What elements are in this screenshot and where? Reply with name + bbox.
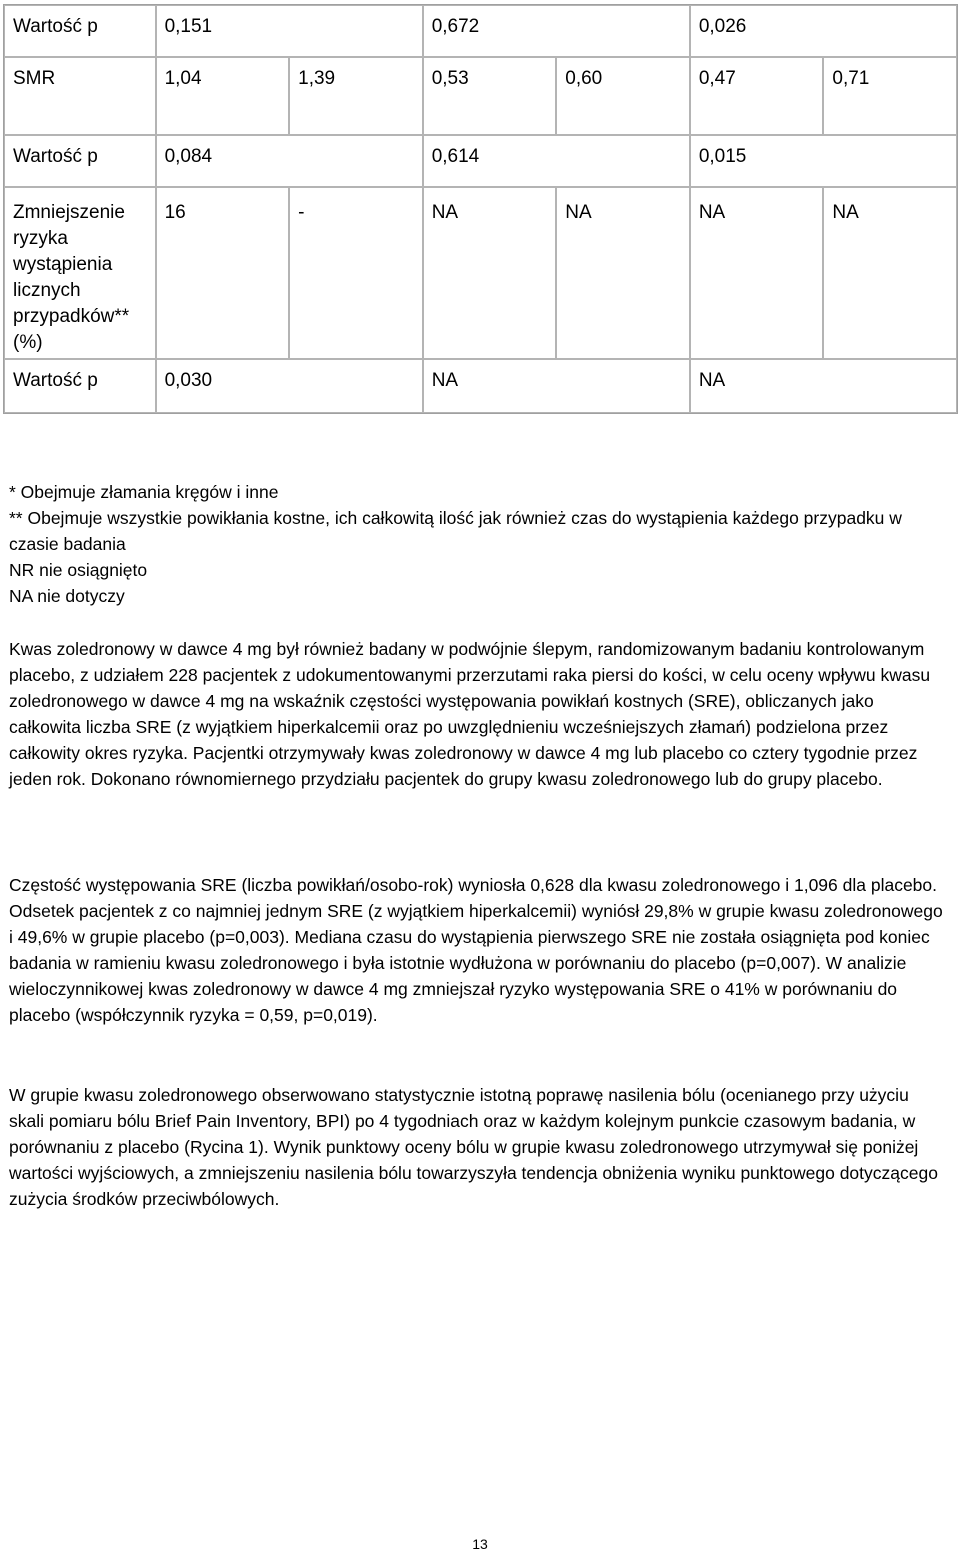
table-row <box>4 135 957 187</box>
table-cell: 0,015 <box>690 135 957 187</box>
table-cell: 0,614 <box>423 135 690 187</box>
footnote-na: NA nie dotyczy <box>9 586 125 606</box>
table-cell: 16 <box>156 187 290 359</box>
table-cell: 1,04 <box>156 57 290 135</box>
footnotes <box>9 479 929 609</box>
row-label: Wartość p <box>4 359 156 413</box>
footnote-nr: NR nie osiągnięto <box>9 560 148 580</box>
row-label: Wartość p <box>4 135 156 187</box>
table-cell: NA <box>423 359 690 413</box>
row-label: Zmniejszenie ryzyka wystąpienia licznych przypadków** (%) <box>4 187 156 359</box>
table-cell: 0,151 <box>156 5 423 57</box>
table-row <box>4 187 957 359</box>
table-cell: 0,672 <box>423 5 690 57</box>
table-cell: - <box>289 187 423 359</box>
table-cell: 0,084 <box>156 135 423 187</box>
paragraph-pain-results: W grupie kwasu zoledronowego obserwowano statystycznie istotną poprawę nasilenia bólu (ocenianego przy użyciu skali pomiaru bólu Brief Pain Inventory, BPI) po 4 tygodniach oraz w każdym kolejnym punkcie czasowym badania, w porównaniu z placebo (Rycina 1). Wynik punktowy oceny bólu w grupie kwasu zoledronowego utrzymywał się poniżej wartości wyjściowych, a zmniejszeniu nasilenia bólu towarzyszyła tendencja obniżenia wyniku punktowego dotyczącego zużycia środków przeciwbólowych. <box>9 1085 938 1209</box>
table-cell: 0,71 <box>823 57 957 135</box>
table-row <box>4 57 957 135</box>
table-cell: NA <box>556 187 690 359</box>
table-cell: 0,60 <box>556 57 690 135</box>
table-cell: NA <box>823 187 957 359</box>
paragraph-study-description: Kwas zoledronowy w dawce 4 mg był również badany w podwójnie ślepym, randomizowanym badaniu kontrolowanym placebo, z udziałem 228 pacjentek z udokumentowanymi przerzutami raka piersi do kości, w celu oceny wpływu kwasu zoledronowego w dawce 4 mg na wskaźnik częstości występowania powikłań kostnych (SRE), obliczanych jako całkowita liczba SRE (z wyjątkiem hiperkalcemii oraz po uwzględnieniu wcześniejszych złamań) podzielona przez całkowity okres ryzyka. Pacjentki otrzymywały kwas zoledronowy w dawce 4 mg lub placebo co cztery tygodnie przez jeden rok. Dokonano równomiernego przydziału pacjentek do grupy kwasu zoledronowego lub do grupy placebo. <box>9 639 931 789</box>
table-cell: 1,39 <box>289 57 423 135</box>
table-cell: 0,026 <box>690 5 957 57</box>
table-cell: 0,53 <box>423 57 557 135</box>
results-table <box>3 4 958 414</box>
table-cell: 0,47 <box>690 57 824 135</box>
row-label: SMR <box>4 57 156 135</box>
paragraph-sre-results: Częstość występowania SRE (liczba powikłań/osobo-rok) wyniosła 0,628 dla kwasu zoledronowego i 1,096 dla placebo. Odsetek pacjentek z co najmniej jednym SRE (z wyjątkiem hiperkalcemii) wyniósł 29,8% w grupie kwasu zoledronowego i 49,6% w grupie placebo (p=0,003). Mediana czasu do wystąpienia pierwszego SRE nie została osiągnięta pod koniec badania w ramieniu kwasu zoledronowego i była istotnie wydłużona w porównaniu do placebo (p=0,007). W analizie wieloczynnikowej kwas zoledronowy w dawce 4 mg zmniejszał ryzyko występowania SRE o 41% w porównaniu do placebo (współczynnik ryzyka = 0,59, p=0,019). <box>9 875 943 1025</box>
footnote-double-asterisk: ** Obejmuje wszystkie powikłania kostne, ich całkowitą ilość jak również czas do wystąpienia każdego przypadku w czasie badania <box>9 508 902 554</box>
table-row <box>4 359 957 413</box>
table-row <box>4 5 957 57</box>
footnote-asterisk: * Obejmuje złamania kręgów i inne <box>9 482 279 502</box>
table-cell: NA <box>423 187 557 359</box>
table-cell: NA <box>690 187 824 359</box>
page-number: 13 <box>472 1536 488 1552</box>
row-label: Wartość p <box>4 5 156 57</box>
table-cell: 0,030 <box>156 359 423 413</box>
table-cell: NA <box>690 359 957 413</box>
